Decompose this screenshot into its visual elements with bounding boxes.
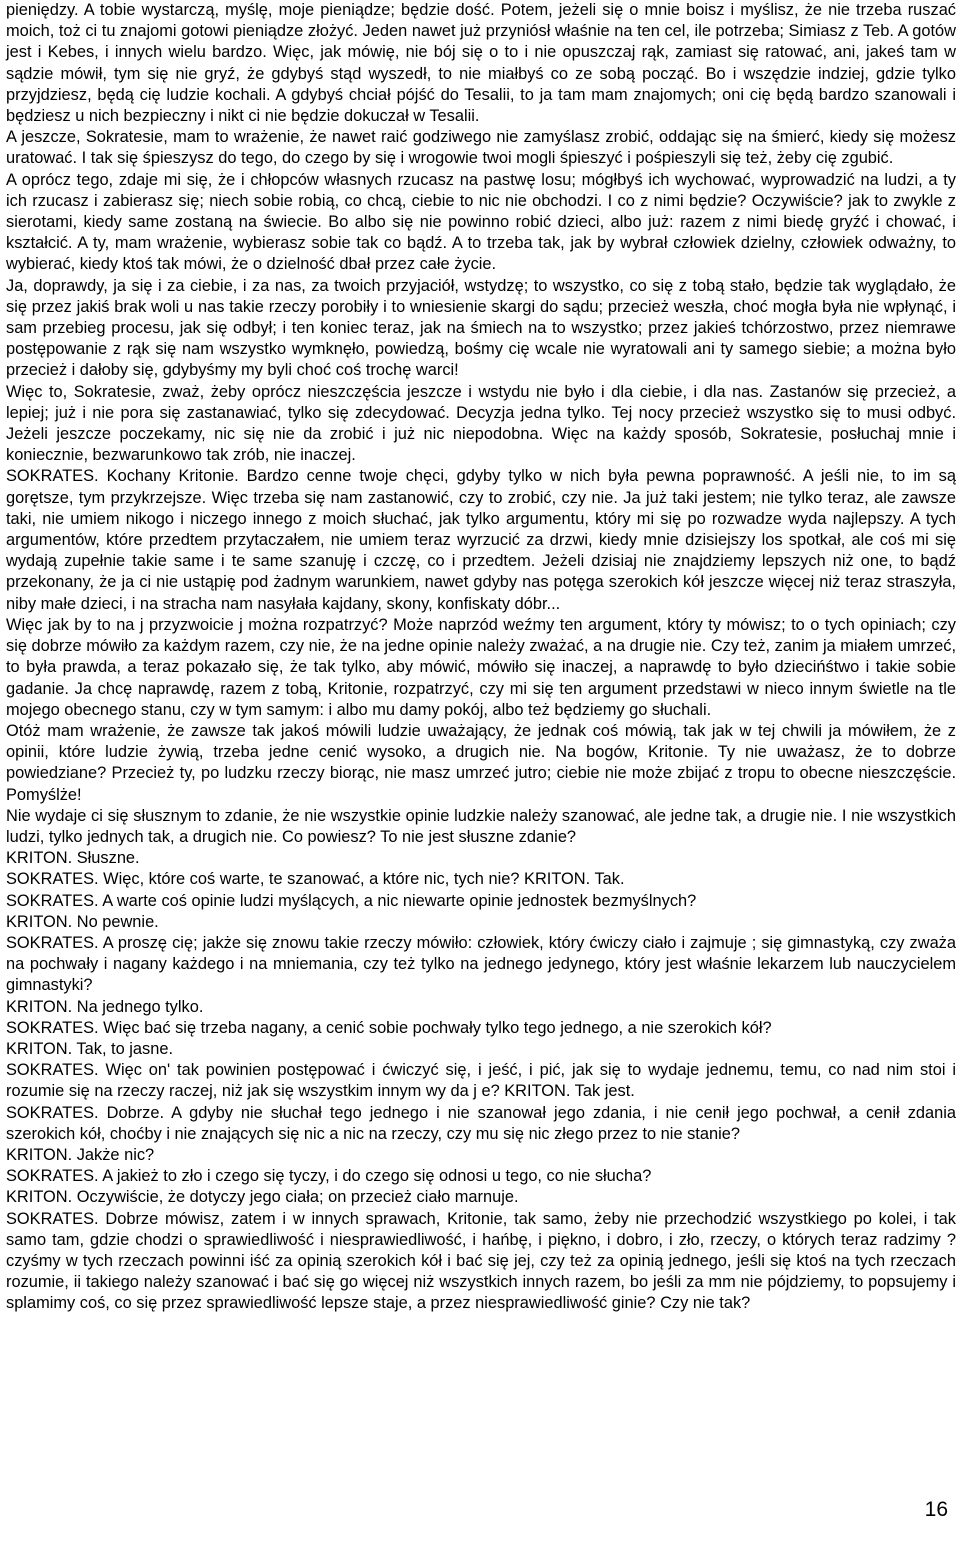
paragraph-6: SOKRATES. Kochany Kritonie. Bardzo cenne twoje chęci, gdyby tylko w nich była pewna poprawność. A jeśli nie, to im są gorętsze, tym przykrzejsze. Więc trzeba się nam zastanowić, czy to zrobić, czy nie. Ja już taki jestem; nie tylko teraz, ale zawsze taki, nie umiem nikogo i niczego innego z moich słuchać, jak tylko argumentu, który mi się po rozwadze wyda najlepszy. A tych argumentów, które przedtem przytaczałem, nie umiem teraz wyrzucić za drzwi, kiedy mnie dzisiejszy los spotkał, ale coś mi się wydają zupełnie takie same i te same szanuję i czczę, co i przedtem. Jeżeli dzisiaj nie znajdziemy lepszych niż one, to bądź przekonany, że ja ci nie ustąpię pod żadnym warunkiem, nawet gdyby nas potęga szerokich kół jeszcze więcej niż teraz straszyła, niby małe dzieci, i na stracha nam nasyłała kajdany, skony, konfiskaty dóbr... xyxy=(6,467,956,613)
paragraph-9: Nie wydaje ci się słusznym to zdanie, że nie wszystkie opinie ludzkie należy szanować, ale jedne tak, a drugie nie. I nie wszystkich ludzi, tylko jednych tak, a drugich nie. Co powiesz? To nie jest słuszne zdanie? xyxy=(6,806,956,846)
paragraph-21: SOKRATES. A jakież to zło i czego się tyczy, i do czego się odnosi u tego, co nie słucha? xyxy=(6,1167,652,1186)
paragraph-22: KRITON. Oczywiście, że dotyczy jego ciała; on przecież ciało marnuje. xyxy=(6,1188,519,1207)
document-body xyxy=(6,0,956,1315)
paragraph-2: A jeszcze, Sokratesie, mam to wrażenie, że nawet raić godziwego nie zamyślasz zrobić, oddając się na śmierć, kiedy się możesz uratować. I tak się śpieszysz do tego, do czego by się i wrogowie twoi mogli śpieszyć i pośpieszyli się też, żeby cię zgubić. xyxy=(6,128,956,168)
paragraph-1: pieniędzy. A tobie wystarczą, myślę, moje pieniądze; będzie dość. Potem, jeżeli się o mnie boisz i myślisz, że nie trzeba ruszać moich, toż ci tu znajomi gotowi pieniądze złożyć. Jeden nawet już przyniósł właśnie na ten cel, ile potrzeba; Simiasz z Teb. A gotów jest i Kebes, i innych wielu bardzo. Więc, jak mówię, nie bój się o to i nie opuszczaj rąk, zamiast się ratować, ani, jakeś tam w sądzie mówił, tym się nie gryź, że gdybyś stąd wyszedł, to nie miałbyś co ze sobą począć. Bo i wszędzie indziej, gdzie tylko przyjdziesz, będą cię ludzie kochali. A gdybyś chciał pójść do Tesalii, to ja tam mam znajomych; oni cię będą bardzo szanowali i będziesz u nich bezpieczny i nikt ci nie będzie dokuczał w Tesalii. xyxy=(6,1,956,126)
paragraph-19: SOKRATES. Dobrze. A gdyby nie słuchał tego jednego i nie szanował jego zdania, i nie cenił jego pochwał, a cenił zdania szerokich kół, choćby i nie znających się nic a nic na rzeczy, czy mu się nic złego przez to nie stanie? xyxy=(6,1103,956,1143)
paragraph-8: Otóż mam wrażenie, że zawsze tak jakoś mówili ludzie uważający, że jednak coś mówią, tak jak w tej chwili ja mówiłem, że z opinii, które ludzie żywią, trzeba jedne cenić wysoko, a drugich nie. Na bogów, Kritonie. Ty nie uważasz, że to dobrze powiedziane? Przecież ty, po ludzku rzeczy biorąc, nie masz umrzeć jutro; ciebie nie może zbijać z tropu to obecne nieszczęście. Pomyślże! xyxy=(6,721,956,804)
paragraph-14: SOKRATES. A proszę cię; jakże się znowu takie rzeczy mówiło: człowiek, który ćwiczy ciało i zajmuje ; się gimnastyką, czy zważa na pochwały i nagany każdego i na mniemania, czy też tylko na jednego jedynego, który jest właśnie lekarzem lub nauczycielem gimnastyki? xyxy=(6,933,956,995)
page-number: 16 xyxy=(924,1498,948,1521)
paragraph-11: SOKRATES. Więc, które coś warte, te szanować, a które nic, tych nie? KRITON. Tak. xyxy=(6,870,625,889)
paragraph-17: KRITON. Tak, to jasne. xyxy=(6,1039,174,1058)
paragraph-12: SOKRATES. A warte coś opinie ludzi myślących, a nic niewarte opinie jednostek bezmyślnych? xyxy=(6,891,697,910)
paragraph-5: Więc to, Sokratesie, zważ, żeby oprócz nieszczęścia jeszcze i wstydu nie było i dla ciebie, i dla nas. Zastanów się przecież, a lepiej; już i nie pora się zastanawiać, tylko się zdecydować. Decyzja jedna tylko. Tej nocy przecież wszystko się to musi odbyć. Jeżeli jeszcze poczekamy, nic się nie da zrobić i już nic niepodobna. Więc na każdy sposób, Sokratesie, posłuchaj mnie i koniecznie, bezwarunkowo tak zrób, nie inaczej. xyxy=(6,382,956,465)
paragraph-20: KRITON. Jakże nic? xyxy=(6,1145,155,1164)
paragraph-13: KRITON. No pewnie. xyxy=(6,912,159,931)
paragraph-16: SOKRATES. Więc bać się trzeba nagany, a cenić sobie pochwały tylko tego jednego, a nie szerokich kół? xyxy=(6,1018,772,1037)
paragraph-15: KRITON. Na jednego tylko. xyxy=(6,997,204,1016)
paragraph-10: KRITON. Słuszne. xyxy=(6,849,140,868)
paragraph-7: Więc jak by to na j przyzwoicie j można rozpatrzyć? Może naprzód weźmy ten argument, który ty mówisz; to o tych opiniach; czy się dobrze mówiło za każdym razem, czy nie, że na jedne opinie należy zważać, a na drugie nie. Czy też, zanim ja miałem umrzeć, to była prawda, a teraz pokazało się, że tak tylko, aby mówić, mówiło się inaczej, a naprawdę to było dziecińśtwo i takie sobie gadanie. Ja chcę naprawdę, razem z tobą, Kritonie, rozpatrzyć, czy mi się ten argument przedstawi w nieco innym świetle na tle mojego obecnego stanu, czy w tym samym: i albo mu damy pokój, albo też będziemy go słuchali. xyxy=(6,615,956,719)
paragraph-18: SOKRATES. Więc on' tak powinien postępować i ćwiczyć się, i jeść, i pić, jak się to wydaje jednemu, temu, co nad nim stoi i rozumie się na rzeczy raczej, niż jak się wszystkim innym wy da j e? KRITON. Tak jest. xyxy=(6,1061,956,1101)
paragraph-3: A oprócz tego, zdaje mi się, że i chłopców własnych rzucasz na pastwę losu; mógłbyś ich wychować, wyprowadzić na ludzi, a ty ich rzucasz i zabierasz się; niech sobie robią, co chcą, ciebie to nic nie obchodzi. I co z nimi będzie? Oczywiście? jak to zwykle z sierotami, kiedy same zostaną na świecie. Bo albo się nie powinno robić dzieci, albo już: razem z nimi biedę gryźć i chować, i kształcić. A ty, mam wrażenie, wybierasz sobie tak co bądź. A to trzeba tak, jak by wybrał człowiek dzielny, człowiek odważny, to wybierać, kiedy ktoś tak mówi, że o dzielność dbał przez całe życie. xyxy=(6,170,956,274)
paragraph-4: Ja, doprawdy, ja się i za ciebie, i za nas, za twoich przyjaciół, wstydzę; to wszystko, co się z tobą stało, będzie tak wyglądało, że się przez jakiś brak woli u nas takie rzeczy porobiły i to wniesienie skargi do sądu; przecież weszła, choć mogła była nie wpłynąć, i sam przebieg procesu, jak się odbył; i ten koniec teraz, jak na śmiech na to wszystko; przez jakieś tchórzostwo, przez niemrawe postępowanie z rąk się nam wszystko wymknęło, powiedzą, bośmy cię wcale nie wyratowali ani ty samego siebie; a można było przecież i dałoby się, gdybyśmy my byli choć coś trochę warci! xyxy=(6,276,956,380)
paragraph-23: SOKRATES. Dobrze mówisz, zatem i w innych sprawach, Kritonie, tak samo, żeby nie przechodzić wszystkiego po kolei, i tak samo tam, gdzie chodzi o sprawiedliwość i niesprawiedliwość, i hańbę, i piękno, i dobro, i zło, rzeczy, o których teraz radzimy ? czyśmy w tych rzeczach powinni iść za opinią szerokich kół i bać się jej, czy też za opinią jednego, jeśli się ktoś na tych rzeczach rozumie, ii takiego należy szanować i bać się go więcej niż wszystkich innych razem, bo jeśli za mm nie pójdziemy, to popsujemy i splamimy coś, co się przez sprawiedliwość lepsze staje, a przez niesprawiedliwość ginie? Czy nie tak? xyxy=(6,1209,956,1313)
